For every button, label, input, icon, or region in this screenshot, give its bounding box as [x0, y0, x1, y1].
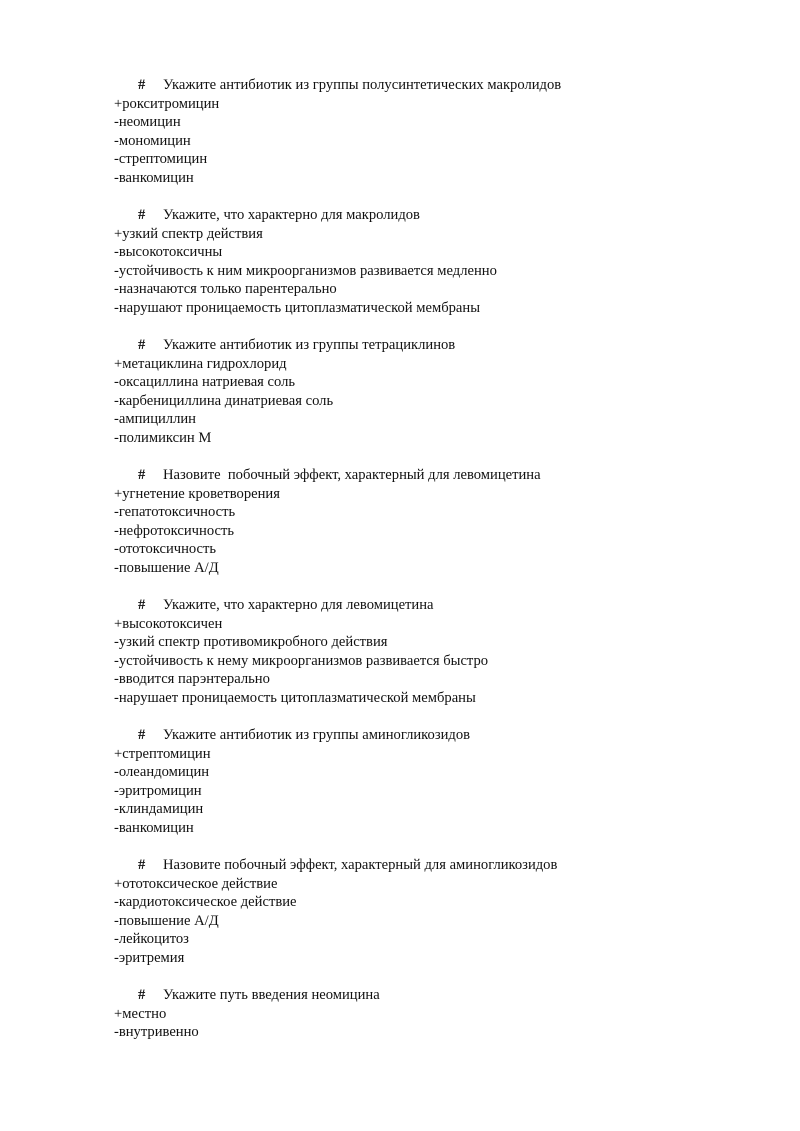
question-text: Укажите антибиотик из группы полусинтетических макролидов	[163, 77, 562, 93]
answer-option: -нарушают проницаемость цитоплазматической мембраны	[114, 299, 481, 316]
answer-option: -ванкомицин	[114, 169, 194, 186]
question-text: Укажите путь введения неомицина	[163, 987, 380, 1003]
question-title	[114, 596, 774, 615]
question-title	[114, 986, 774, 1005]
answer-option: -устойчивость к нему микроорганизмов развивается быстро	[114, 652, 489, 669]
answer-option: +ототоксическое действие	[114, 875, 278, 892]
answer-option: -эритромицин	[114, 782, 202, 799]
answer-option: -карбенициллина динатриевая соль	[114, 392, 334, 409]
question-marker: #	[138, 467, 146, 483]
answer-option: -внутривенно	[114, 1024, 199, 1040]
question-block	[114, 596, 774, 707]
question-block	[114, 986, 774, 1042]
answer-option: -мономицин	[114, 132, 191, 149]
answer-option: -стрептомицин	[114, 151, 208, 167]
answer-option: -нарушает проницаемость цитоплазматической мембраны	[114, 689, 476, 706]
answer-option: -оксациллина натриевая соль	[114, 374, 296, 390]
question-text: Укажите антибиотик из группы тетрациклинов	[163, 337, 456, 353]
answer-option: -устойчивость к ним микроорганизмов развивается медленно	[114, 262, 497, 279]
question-title	[114, 206, 774, 225]
answer-option: -повышение А/Д	[114, 559, 219, 576]
question-block	[114, 726, 774, 837]
question-text: Укажите, что характерно для макролидов	[163, 207, 420, 223]
question-marker: #	[138, 77, 146, 93]
answer-option: -узкий спектр противомикробного действия	[114, 634, 388, 650]
question-title	[114, 466, 774, 485]
answer-option: -ампициллин	[114, 411, 196, 427]
question-title	[114, 726, 774, 745]
question-block	[114, 336, 774, 447]
question-title	[114, 856, 774, 875]
question-block	[114, 466, 774, 577]
answer-option: -назначаются только парентерально	[114, 281, 337, 297]
answer-option: +узкий спектр действия	[114, 225, 263, 242]
question-marker: #	[138, 207, 146, 223]
answer-option: +метациклина гидрохлорид	[114, 355, 287, 372]
question-text: Укажите, что характерно для левомицетина	[163, 597, 434, 613]
question-marker: #	[138, 987, 146, 1003]
question-text: Назовите побочный эффект, характерный для аминогликозидов	[163, 857, 558, 873]
answer-option: -лейкоцитоз	[114, 931, 189, 947]
answer-option: -повышение А/Д	[114, 912, 219, 929]
question-marker: #	[138, 727, 146, 743]
answer-option: -олеандомицин	[114, 764, 210, 780]
answer-option: -клиндамицин	[114, 801, 204, 817]
answer-option: +стрептомицин	[114, 745, 211, 762]
answer-option: -эритремия	[114, 949, 185, 966]
question-block	[114, 856, 774, 967]
answer-option: -вводится парэнтерально	[114, 671, 270, 687]
answer-option: -кардиотоксическое действие	[114, 894, 297, 910]
answer-option: -ванкомицин	[114, 819, 194, 836]
question-block	[114, 206, 774, 317]
answer-option: -нефротоксичность	[114, 522, 234, 539]
question-list	[114, 76, 774, 1061]
answer-option: +рокситромицин	[114, 95, 220, 112]
answer-option: +местно	[114, 1005, 167, 1022]
answer-option: -неомицин	[114, 114, 181, 130]
question-marker: #	[138, 857, 146, 873]
question-marker: #	[138, 597, 146, 613]
question-text: Назовите побочный эффект, характерный для левомицетина	[163, 467, 541, 483]
answer-option: +высокотоксичен	[114, 615, 223, 632]
answer-option: -высокотоксичны	[114, 244, 223, 260]
question-title	[114, 76, 774, 95]
answer-option: -гепатотоксичность	[114, 504, 236, 520]
answer-option: -ототоксичность	[114, 541, 217, 557]
question-text: Укажите антибиотик из группы аминогликозидов	[163, 727, 471, 743]
answer-option: +угнетение кроветворения	[114, 485, 280, 502]
question-title	[114, 336, 774, 355]
answer-option: -полимиксин М	[114, 429, 212, 446]
question-block	[114, 76, 774, 187]
question-marker: #	[138, 337, 146, 353]
